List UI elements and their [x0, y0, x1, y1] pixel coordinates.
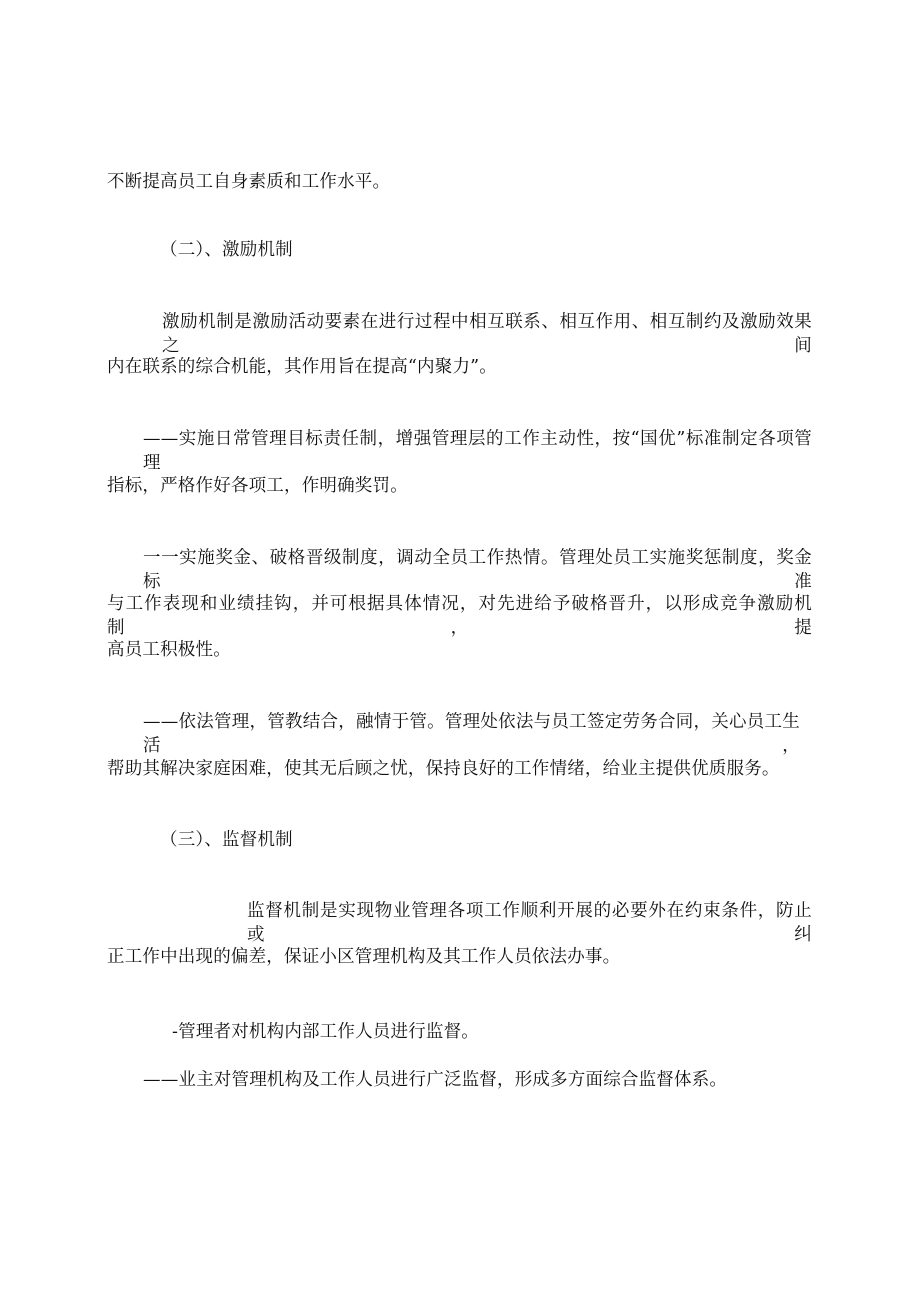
paragraph-line: 一一实施奖金、破格晋级制度，调动全员工作热情。管理处员工实施奖惩制度，奖金标准 — [143, 548, 812, 592]
paragraph-line: 监督机制是实现物业管理各项工作顺利开展的必要外在约束条件，防止或纠 — [247, 901, 812, 945]
paragraph-line: ——依法管理，管教结合，融情于管。管理处依法与员工签定劳务合同，关心员工生活， — [143, 712, 800, 756]
paragraph-line: 高员工积极性。 — [107, 640, 231, 660]
section-heading-incentive: （二）、激励机制 — [160, 240, 293, 260]
paragraph-line: 指标，严格作好各项工，作明确奖罚。 — [107, 476, 408, 496]
paragraph-line: 内在联系的综合机能，其作用旨在提高“内聚力”。 — [107, 357, 497, 377]
paragraph-line: 激励机制是激励活动要素在进行过程中相互联系、相互作用、相互制约及激励效果之间 — [162, 312, 812, 356]
section-heading-supervision: （三）、监督机制 — [160, 830, 293, 850]
paragraph-line: 正工作中出现的偏差，保证小区管理机构及其工作人员依法办事。 — [107, 947, 621, 967]
paragraph-line: ——业主对管理机构及工作人员进行广泛监督，形成多方面综合监督体系。 — [143, 1070, 728, 1090]
paragraph-line: 帮助其解决家庭困难，使其无后顾之忧，保持良好的工作情绪，给业主提供优质服务。 — [107, 759, 780, 779]
paragraph-line: -管理者对机构内部工作人员进行监督。 — [172, 1022, 480, 1042]
paragraph-line: 与工作表现和业绩挂钩，并可根据具体情况，对先进给予破格晋升，以形成竞争激励机制，提 — [107, 594, 812, 638]
paragraph-line: 不断提高员工自身素质和工作水平。 — [107, 172, 391, 192]
paragraph-line: ——实施日常管理目标责任制，增强管理层的工作主动性，按“国优”标准制定各项管理 — [143, 429, 812, 473]
